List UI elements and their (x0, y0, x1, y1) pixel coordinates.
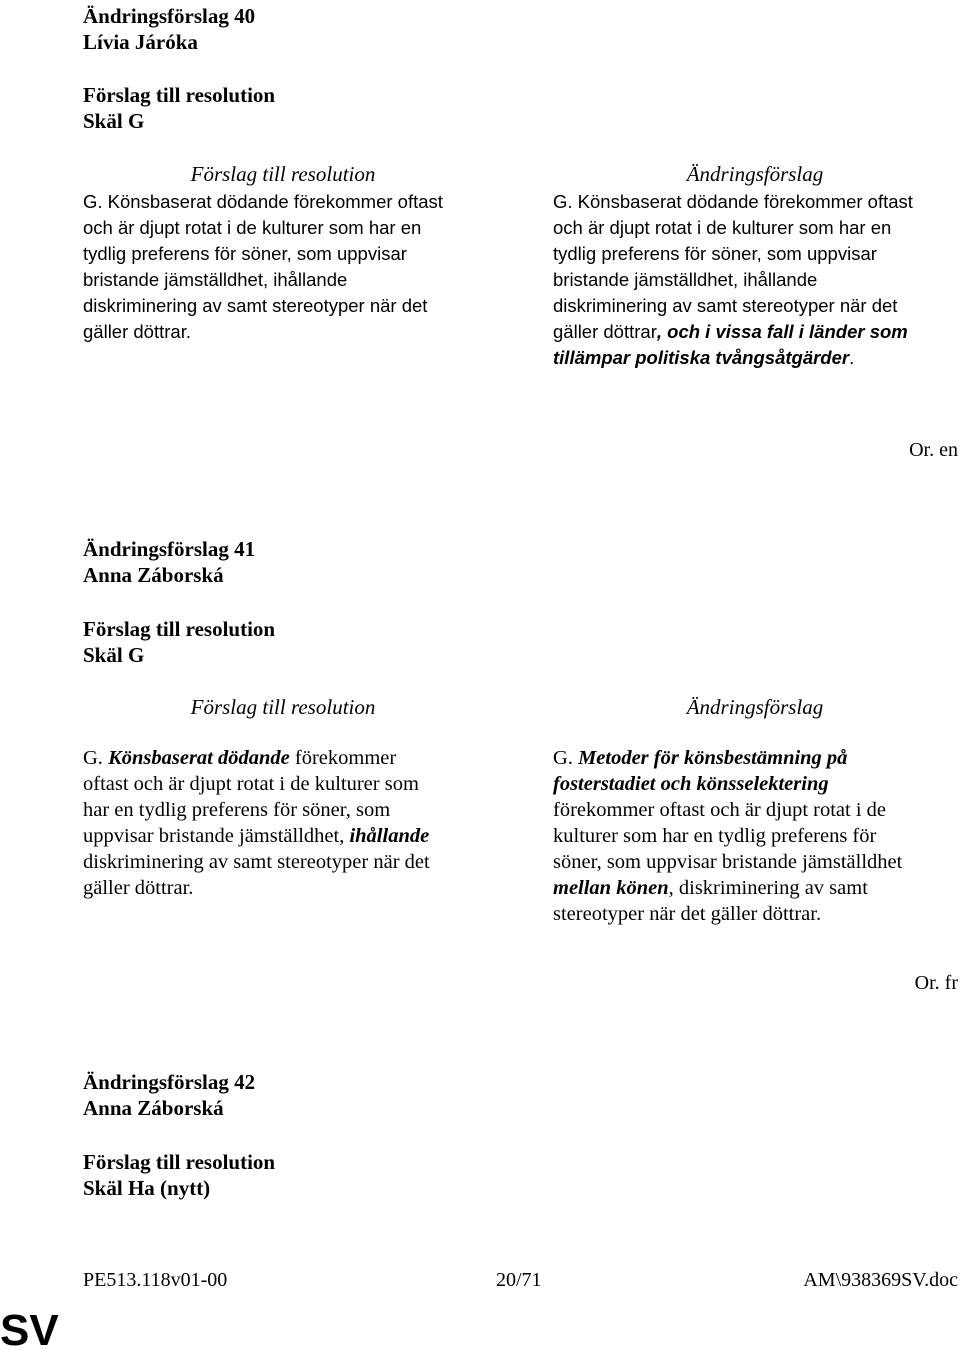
language-code: SV (0, 1306, 59, 1355)
text-line: stereotyper när det gäller döttrar. (553, 903, 822, 925)
text-line: diskriminering av samt stereotyper när det (553, 295, 898, 316)
amendment-40-author: Lívia Járóka (83, 30, 198, 54)
amendment-40-left-column-heading: Förslag till resolution (190, 162, 376, 186)
plain-text: G. (83, 747, 109, 769)
text-line: diskriminering av samt stereotyper när det (83, 851, 430, 873)
text-line: fosterstadiet och könsselektering (553, 773, 829, 795)
text-line (553, 319, 913, 345)
plain-text: uppvisar bristande jämställdhet, (83, 825, 350, 847)
footer-page-number: 20/71 (496, 1269, 542, 1291)
added-text: , och i vissa fall i länder som (656, 321, 908, 342)
amendment-42-recital: Skäl Ha (nytt) (83, 1176, 211, 1200)
text-line: diskriminering av samt stereotyper när det (83, 295, 428, 316)
text-line: tydlig preferens för söner, som uppvisar (553, 243, 877, 264)
amendment-41-left-column-heading: Förslag till resolution (190, 695, 376, 719)
amendment-40-proposal: Förslag till resolution (83, 83, 276, 107)
deleted-text: Könsbaserat dödande (108, 747, 290, 769)
text-line (553, 875, 902, 901)
amendment-41-author: Anna Záborská (83, 563, 224, 587)
amendment-41-amended-text (553, 745, 902, 927)
amendment-40-original-language: Or. en (909, 439, 958, 461)
plain-text: förekommer (289, 747, 397, 769)
footer-document-id: AM\938369SV.doc (803, 1269, 958, 1291)
text-line: bristande jämställdhet, ihållande (83, 269, 348, 290)
text-line: bristande jämställdhet, ihållande (553, 269, 818, 290)
amendment-42-proposal: Förslag till resolution (83, 1150, 276, 1174)
added-text: Metoder för könsbestämning på (578, 747, 848, 769)
text-line: oftast och är djupt rotat i de kulturer som (83, 773, 419, 795)
text-line: tydlig preferens för söner, som uppvisar (83, 243, 407, 264)
plain-text: . (849, 347, 855, 368)
amendment-40-title: Ändringsförslag 40 (83, 4, 256, 28)
text-line: har en tydlig preferens för söner, som (83, 799, 391, 821)
amendment-40-right-column-heading: Ändringsförslag (686, 162, 824, 186)
plain-text: G. (553, 747, 579, 769)
text-line: G. Könsbaserat dödande förekommer oftast (83, 191, 443, 212)
footer-reference: PE513.118v01-00 (83, 1269, 228, 1291)
text-line (83, 823, 430, 849)
amendment-40-recital: Skäl G (83, 109, 145, 133)
amendment-41-proposal: Förslag till resolution (83, 617, 276, 641)
text-line: G. Könsbaserat dödande förekommer oftast (553, 191, 913, 212)
plain-text: gäller döttrar (553, 321, 657, 342)
amendment-42-author: Anna Záborská (83, 1096, 224, 1120)
amendment-40-amended-text (553, 189, 913, 371)
amendment-41-original-text (83, 745, 430, 901)
added-text: tillämpar politiska tvångsåtgärder (553, 347, 850, 368)
amendment-40-original-text (83, 189, 443, 345)
text-line: gäller döttrar. (83, 877, 194, 899)
text-line: och är djupt rotat i de kulturer som har en (553, 217, 892, 238)
amendment-41-title: Ändringsförslag 41 (83, 537, 256, 561)
text-line: kulturer som har en tydlig preferens för (553, 825, 877, 847)
deleted-text: ihållande (349, 825, 430, 847)
text-line (83, 745, 430, 771)
text-line (553, 345, 913, 371)
amendment-41-recital: Skäl G (83, 643, 145, 667)
amendment-41-right-column-heading: Ändringsförslag (686, 695, 824, 719)
text-line: förekommer oftast och är djupt rotat i de (553, 799, 887, 821)
text-line: gäller döttrar. (83, 321, 191, 342)
added-text: mellan könen (553, 877, 669, 899)
amendment-41-original-language: Or. fr (914, 972, 958, 994)
text-line: söner, som uppvisar bristande jämställdhet (553, 851, 903, 873)
plain-text: , diskriminering av samt (668, 877, 868, 899)
text-line: och är djupt rotat i de kulturer som har en (83, 217, 422, 238)
amendment-42-title: Ändringsförslag 42 (83, 1070, 256, 1094)
text-line (553, 745, 902, 771)
